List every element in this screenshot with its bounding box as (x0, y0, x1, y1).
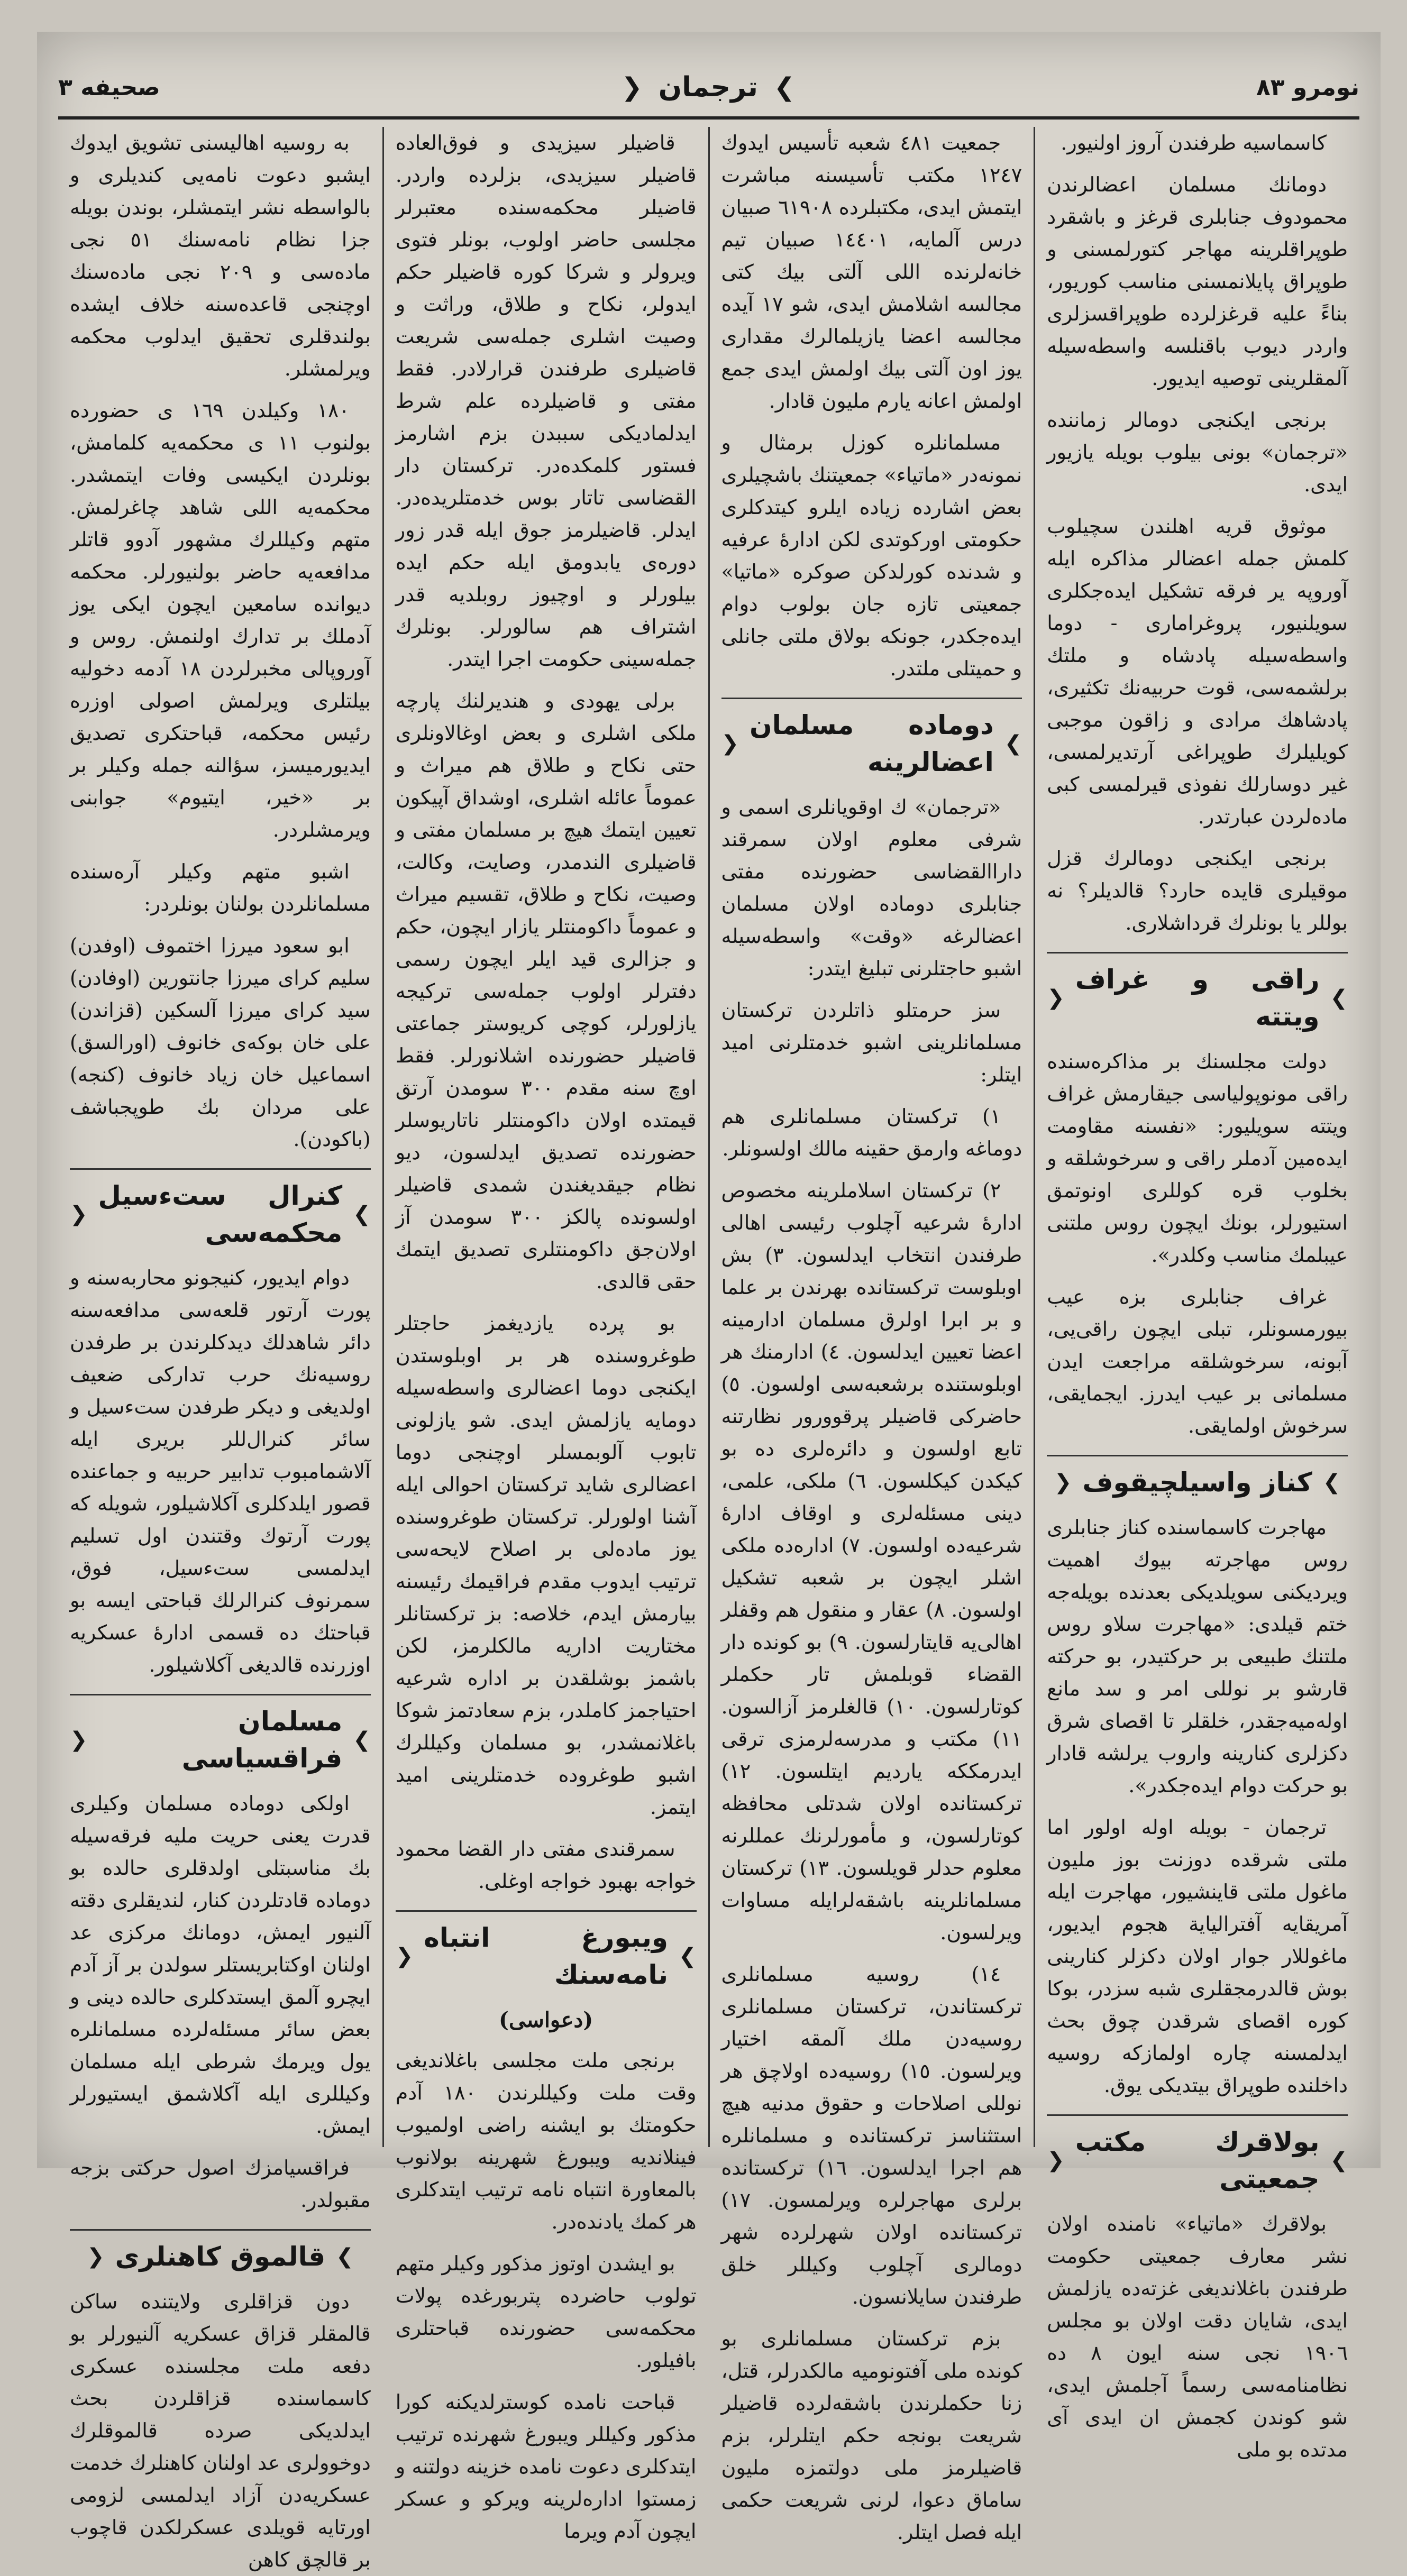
column-3 (382, 127, 708, 2543)
paragraph: مهاجرت كاسماسنده كناز جنابلرى روس مهاجرته بيوك اهميت ويرديكنى سويلديكى بعدنده بويله‌جه ختم قيلدى: «مهاجرت سلاو روس ملتنك طبيعى بر حركتيدر، بو حركته قارشو بر نوللى امر و سد مانع اوله‌ميه‌جقدر، خلقلر تا اقصاى شرق دكزلرى كنارينه واروب يرلشه قادار بو حركت دوام ايده‌جكدر». (1047, 1516, 1348, 1797)
column-4 (58, 127, 382, 2571)
heading-text: كنرال ستءسيل محكمه‌سى (98, 1180, 343, 1248)
ornament-icon: ❯ (353, 1728, 371, 1752)
paragraph: قاضيلر سيزيدى و فوق‌العاده قاضيلر سيزيدى، بزلرده واردر. قاضيلر محكمه‌سنده معتبرلر مجلسى حاضر اولوب، بونلر فتوى ويرولر و شركا كوره قاضيلر حكم ايدولر، نكاح و طلاق، وراثت و وصيت اشلرى جمله‌سى شريعت قاضيلرى طرفندن قرارلادر. فقط مفتى و قاضيلرده علم شرط ايدلماديكى سببدن بزم اشارمز فستور كلمكده‌در. تركستان دار القضاسى تاتار بوس خدمتلريده‌در. ايدلر. قاضيلرمز جوق ايله قدر زور دوره‌ى يابدومق ايله حكم ايده بيلورلر و اوچيوز روبلديه قدر اشتراف هم سالورلر. بونلرك جمله‌سينى حكومت اجرا ايتدر. (395, 131, 697, 671)
ornament-icon: ❯ (336, 2244, 354, 2269)
ornament-icon: ❯ (1322, 1470, 1341, 1495)
paragraph: ابو سعود ميرزا اختموف (اوفدن) سليم كراى ميرزا جانتورين (اوفادن) سيد كراى ميرزا آلسكين (قزاندن) على خان بوكه‌ى خانوف (اورالسق) اسماعيل خان زياد خانوف (كنجه) على مردان بك طوپجباشف (باكودن). (70, 934, 371, 1151)
paragraph: برلى يهودى و هنديرلنك پارچه ملكى اشلرى و بعض اوغالاونلرى حتى نكاح و طلاق هم ميراث و عموماً عائله اشلرى، اوشداق آپيكون تعيين ايتمك هيچ بر مسلمان مفتى و قاضيلرى الندمدر، وصايت، وكالت، وصيت، نكاح و طلاق، تقسيم ميراث و عموماً داكومنتلر يازار ايچون، حكم و جزالرى قيد ايلر ايچون رسمى دفترلر اولوب جمله‌سى تركيجه يازلورلر، كوچى كريوستر جماعتى قاضيلر حضورنده اشلانورلر. فقط اوچ سنه مقدم ٣٠٠ سومدن آرتق قيمتده اولان داكومنتلر ناتاريوسلر حضورنده تصديق ايدلسون، ديو نظام جيقديغندن شمدى قاضيلر اولسونده پالكز ٣٠٠ سومدن آز اولان‌جق داكومنتلرى تصديق ايتمك حقى قالدى. (395, 689, 697, 1293)
ornament-icon: ❮ (87, 2244, 105, 2269)
ornament-icon: ❮ (70, 1202, 88, 1226)
issue-number: نومرو ٨٣ (1256, 74, 1359, 101)
paragraph: بو پرده يازديغمز حاجتلر طوغروسنده هر بر اوبلوستدن ايكنجى دوما اعضالرى واسطه‌سيله دومايه يازلمش ايدى. شو يازلونى تابوب آلوبمسلر اوچنجى دوما اعضالرى شايد تركستان احوالى ايله آشنا اولورلر. تركستان طوغروسنده يوز ماده‌لى بر اصلاح لايحه‌سى ترتيب ايدوب مقدم فراقيمك رئيسنه بيارمش ايدم، خلاصه: بز تركستانلر مختاريت اداريه مالكلرمز، لكن باشمز بوشلقدن بر اداره شرعيه احتياجمز كاملدر، بزم سعادتمز شوكا باغلانمشدر، بو مسلمان وكيللرك اشبو طوغروده خدمتلرينى اميد ايتمز. (395, 1312, 697, 1819)
paragraph: غراف جنابلرى بزه عيب بيورمسونلر، تبلى ايچون راقى‌يى، آبونه، سرخوشلقه مراجعت ايدن مسلمانى بر عيب ايدرز. ايجمايقى، سرخوش اولمايقى. (1047, 1285, 1348, 1437)
ornament-icon: ❮ (70, 1728, 88, 1752)
ornament-icon: ❮ (1054, 1470, 1072, 1495)
article-heading (70, 1694, 371, 1777)
heading-text: بولاقرك مكتب جمعيتى (1075, 2126, 1320, 2194)
paragraph: فراقسيامزك اصول حركتى بزجه مقبولدر. (70, 2156, 371, 2212)
heading-text: دوماده مسلمان اعضالرينه (750, 710, 994, 777)
paragraph: قباحت نامده كوسترلديكنه كورا مذكور وكيللر ويبورغ شهرنده ترتيب ايتدكلرى دعوت نامده خزينه دولتنه و زمستوا اداره‌لرينه ويركو و عسكر ايچون آدم ويرما (395, 2390, 697, 2543)
paragraph: اولكى دوماده مسلمان وكيلرى قدرت يعنى حريت مليه فرقه‌سيله بك مناسبتلى اولدقلرى حالده بو دوماده قادتلردن كنار، لنديقلرى دقته آلنيور ايمش، دومانك مركزى عد اولنان اوكتابريستلر سولدن بر آز آدم ايچرو آلمق ايستدكلرى حالده دينى و بعض سائر مسئله‌لرده مسلمانلره يول ويرمك شرطى ايله مسلمان وكيللرى ايله آكلاشمق ايستيورلر ايمش. (70, 1792, 371, 2138)
ornament-icon: ❮ (1047, 2148, 1065, 2172)
paragraph: دوام ايديور، كنيجونو محاربه‌سنه و پورت آرتور قلعه‌سى مدافعه‌سنه دائر شاهدلك ديدكلرندن بر طرفدن روسيه‌نك حرب تداركى ضعيف اولديغى و ديكر طرفدن ستءسيل و سائر كنرال‌للر بريرى ايله آلاشمامبوب تدابير حربيه و جماعنده قصور ايلدكلرى آكلاشيلور، شويله كه پورت آرتوك وقتندن اول تسليم ايدلمسى ستءسيل، فوق، سمرنوف كنرالرلك قباحتى ايسه بو قباحتك ده قسمى ادارهٔ عسكريه اوزرنده قالديغى آكلاشيلور. (70, 1266, 371, 1676)
column-2 (708, 127, 1034, 2544)
ornament-icon: ❯ (1330, 2148, 1348, 2172)
paper-name: ترجمان (658, 71, 758, 103)
paragraph: بو ايشدن اوتوز مذكور وكيلر متهم تولوب حاضرده پتربورغده پولات محكمه‌سى حضورنده قباحتلرى بافيلور. (395, 2252, 697, 2372)
article-heading (1047, 1455, 1348, 1501)
article-heading (70, 2229, 371, 2275)
paragraph: دومانك مسلمان اعضالرندن محمودوف جنابلرى قرغز و باشقرد طوپراقلرينه مهاجر كتورلمسنى و طوپراق پايلانمسنى مناسب كوريور، بناءً عليه قرغزلرده طوپراقسزلرى واردر ديوب باقنلسه واسطه‌سيله آلمقلرينى توصيه ايديور. (1047, 173, 1348, 390)
ornament-icon: ❯ (678, 1944, 697, 1968)
paragraph: به روسيه اهاليسنى تشويق ايدوك ايشبو دعوت نامه‌يى كنديلرى و بالواسطه نشر ايتمشلر، بوندن بويله جزا نظام نامه‌سنك ٥١ نجى ماده‌سى و ٢٠٩ نجى ماده‌سنك اوچنجى قاعده‌سنه خلاف ايشده بولندقلرى تحقيق ايدلوب محكمه ويرلمشلر. (70, 131, 371, 380)
paragraph: جمعيت ٤٨١ شعبه تأسيس ايدوك ١٢٤٧ مكتب تأسيسنه مباشرت ايتمش ايدى، مكتبلرده ٦١٩٠٨ صبيان درس آلمايه، ١٤٤٠١ صبيان تيم خانه‌لرنده اللى آلتى بيك كتى مجالسه اشلامش ايدى، شو ١٧ آيده مجالسه اعضا يازيلمالرك مقدارى يوز اون آلتى بيك اولمش ايدى جمع اولمش اعانه يارم مليون قادار. (721, 131, 1022, 412)
paragraph: ترجمان - بويله اوله اولور اما ملتى شرقده دوزنت بوز مليون ماغول ملتى قاينشيور، مهاجرت ايله آمريقايه آفترالياية هجوم ايديور، ماغوللار جوار اولان دكزلر كنارينى بوش قالدرمجقلرى شبه سزدر، بوكا كوره اقصاى شرقدن چوق بحث ايدلمسنه چاره اولمازكه روسيه داخلنده طوپراق بيتديكى يوق. (1047, 1816, 1348, 2097)
paragraph: موثوق قريه اهلندن سچيلوب كلمش جمله اعضالر مذاكره ايله آوروپه ير فرقه تشكيل ايده‌جكلرى سويلنيور، پروغرامارى - دوما واسطه‌سيله پادشاه و ملتك برلشمه‌سى، قوت حربيه‌نك تكثيرى، پادشاهك مرادى و زاقون موجبى كويليلرك طوپراغى آرتديرلمسى، غير دوسارلك نفوذى قيرلمسى كبى ماده‌لردن عبارتدر. (1047, 515, 1348, 828)
paragraph: برنجى ملت مجلسى باغلانديغى وقت ملت وكيللرندن ١٨٠ آدم حكومتك بو ايشنه راضى اولميوب فينلانديه ويبورغ شهرينه بولانوب بالمعاورة انتباه نامه ترتيب ايتدكلرى هر كمك ياد‌نده‌در. (395, 2049, 697, 2233)
ornament-icon: ❮ (721, 731, 739, 756)
paragraph: ١٤) روسيه مسلمانلرى تركستاندن، تركستان مسلمانلرى روسيه‌دن ملك آلمقه اختيار ويرلسون. ١٥) روسيه‌ده اولاچق هر نوللى اصلاحات و حقوق مدنيه هيچ استثناسز تركستانده و مسلمانلره هم اجرا ايدلسون. ١٦) تركستانده برلرى مهاجرلره ويرلمسون. ١٧) تركستانده اولان شهرلرده شهر دومالرى آچلوب وكيللر خلق طرفندن سايلانسون. (721, 1963, 1022, 2308)
paper-title (622, 71, 796, 103)
paragraph: ١) تركستان مسلمانلرى هم دوماغه وارمق حقينه مالك اولسونلر. (721, 1105, 1022, 1160)
paragraph: بزم تركستان مسلمانلرى بو كونده ملى آفتونوميه مالكدرلر، قتل، زنا حكملرندن باشقه‌لرده قاضيلر شريعت بونجه حكم ايتلرلر، بزم قاضيلرمز ملى دولتمزه مليون ساماق دعوا، لرنى شريعت حكمى ايله فصل ايتلر. (721, 2327, 1022, 2544)
newspaper-page (37, 32, 1381, 2571)
paragraph: «ترجمان» ك اوقويانلرى اسمى و شرفى معلوم اولان سمرقند داراالقضاسى حضورنده مفتى جنابلرى دوماده اولان مسلمان اعضالرغه «وقت» واسطه‌سيله اشبو حاجتلرنى تبليغ ايتدر: (721, 795, 1022, 980)
page-number: صحيفه ٣ (58, 74, 160, 101)
ornament-icon: ❯ (353, 1202, 371, 1226)
column-1 (1034, 127, 1359, 2461)
ornament-icon: ❮ (621, 72, 643, 102)
article-heading (396, 1910, 697, 1993)
subheading: (دعواسى) (499, 2007, 593, 2032)
paragraph: كاسماسيه طرفندن آروز اولنيور. (1061, 131, 1327, 154)
heading-text: ويبورغ انتباه نامه‌سنك (424, 1922, 668, 1990)
ornament-icon: ❯ (1004, 731, 1022, 756)
masthead (58, 58, 1359, 120)
ornament-icon: ❮ (1047, 986, 1065, 1010)
heading-text: مسلمان فراقسياسى (181, 1706, 343, 1774)
paragraph: برنجى ايكنجى دومالر زماننده «ترجمان» بونى بيلوب بويله يازيور ايدى. (1047, 408, 1348, 496)
paragraph: سز حرمتلو ذاتلردن تركستان مسلمانلرينى اشبو خدمتلرنى اميد ايتلر: (721, 998, 1022, 1086)
article-heading (1047, 952, 1348, 1035)
paragraph: دولت مجلسنك بر مذاكره‌سنده راقى مونوپولياسى جيقارمش غراف ويتته سويليور: «نفسنه مقاومت ايده‌مين آدملر راقى و سرخوشلقه و بخلوب قره كوللرى اونوتمق استيورلر، بونك ايچون روس ملتنى عيبلمك مناسب وكلدر». (1047, 1050, 1348, 1267)
paragraph: اشبو متهم وكيلر آره‌سنده مسلمانلردن بولنان بونلردر: (70, 860, 371, 915)
heading-text: راقى و غراف ويتته (1075, 964, 1320, 1032)
article-heading (70, 1168, 371, 1251)
ornament-icon: ❯ (773, 72, 796, 102)
paragraph: مسلمانلره كوزل برمثال و نمونه‌در «ماتياء» جمعيتنك باشچيلرى بعض اشارده زياده ايلرو كيتدكلرى حكومتى اوركوتدى لكن ادارهٔ عرفيه و شدنده كورلدكن صوكره «ماتيا» جمعيتى تازه جان بولوب دوام ايده‌جكدر، جونكه بولاق ملتى جانلى و حميتلى ملتدر. (721, 431, 1022, 680)
columns (58, 127, 1359, 2571)
heading-text: كناز واسيلچيقوف (1082, 1467, 1312, 1498)
heading-text: قالموق كاهنلرى (115, 2241, 326, 2272)
paragraph: دون قزاقلرى ولايتنده ساكن قالمقلر قزاق عسكريه آلنيورلر بو دفعه ملت مجلسنده عسكرى كاسماسنده قزاقلردن بحث ايدلديكى صرده قالموقلرك دوخوولرى عد اولنان كاهنلرك خدمت عسكريه‌دن آزاد ايدلمسى لزومى اورتايه قويلدى عسكرلكدن قاچوب بر قالچق كاهن (70, 2290, 371, 2571)
paragraph: سمرقندى مفتى دار القضا محمود خواجه بهبود خواجه اوغلى. (395, 1837, 697, 1893)
paragraph: برنجى ايكنجى دومالرك قزل موقيلرى قايده حارد؟ قالديلر؟ نه بوللر يا بونلرك قرداشلارى. (1047, 847, 1348, 934)
ornament-icon: ❮ (395, 1944, 414, 1968)
article-heading (721, 698, 1022, 781)
paragraph: ١٨٠ وكيلدن ١٦٩ ى حضورده بولنوب ١١ ى محكمه‌يه كلمامش، بونلردن ايكيسى وفات ايتمشدر. محكمه‌يه اللى شاهد چاغرلمش. متهم وكيللرك مشهور آدوو قاتلر مدافعه‌يه حاضر بولنيورلر. محكمه ديوانده سامعين ايچون ايكى يوز آدملك بر تدارك اولنمش. روس و آوروپالى مخبرلردن ١٨ آدمه دخوليه بيلتلرى ويرلمش اصولى اوزره رئيس محكمه، قباحتكرى تصديق ايديورميسز، سؤالنه جمله وكيلر بر بر «خير، ايتيوم» جوابنى ويرمشلردر. (70, 399, 371, 841)
article-heading (1047, 2114, 1348, 2197)
paragraph: بولاقرك «ماتياء» نامنده اولان نشر معارف جمعيتى حكومت طرفندن باغلانديغى غزته‌ده يازلمش ايدى، شايان دقت اولان بو مجلس ١٩٠٦ نجى سنه ايون ٨ ده نظامنامه‌سى رسماً آجلمش ايدى، شو كوندن كجمش ان ايدى آى مدتده بو ملى (1047, 2212, 1348, 2461)
ornament-icon: ❯ (1330, 986, 1348, 1010)
paragraph: ٢) تركستان اسلاملرينه مخصوص ادارهٔ شرعيه آچلوب رئيسى اهالى طرفندن انتخاب ايدلسون. ٣) بش اوبلوست تركستانده بهرندن بر علما و بر ابرا اولرق مسلمان ادارمينه اعضا تعيين ايدلسون. ٤) ادارمنك هر اوبلوستنده برشعبه‌سى اولسون. ٥) حاضركى قاضيلر پرقوورور نظارتنه تابع اولسون و دائره‌لرى ده بو كيكدن كيكلسون. ٦) ملكى، علمى، دينى مسئله‌لرى و اوقاف ادارهٔ شرعيه‌ده اولسون. ٧) اداره‌ده ملكى اشلر ايچون بر شعبه تشكيل اولسون. ٨) عقار و منقول هم وقفلر اهالى‌يه قايتارلسون. ٩) بو كونده دار القضاء قوبلمش تار حكملر كوتارلسون. ١٠) قالغلرمز آزالسون. ١١) مكتب و مدرسه‌لرمزى ترقى ايدرمككه يارديم ايتلسون. ١٢) تركستانده اولان شدتلى محافظه كوتارلسون، و مأمورلرنك عمللرنه معلوم حدلر قويلسون. ١٣) تركستان مسلمانلرينه باشقه‌لرايله مساوات ويرلسون. (721, 1179, 1022, 1944)
